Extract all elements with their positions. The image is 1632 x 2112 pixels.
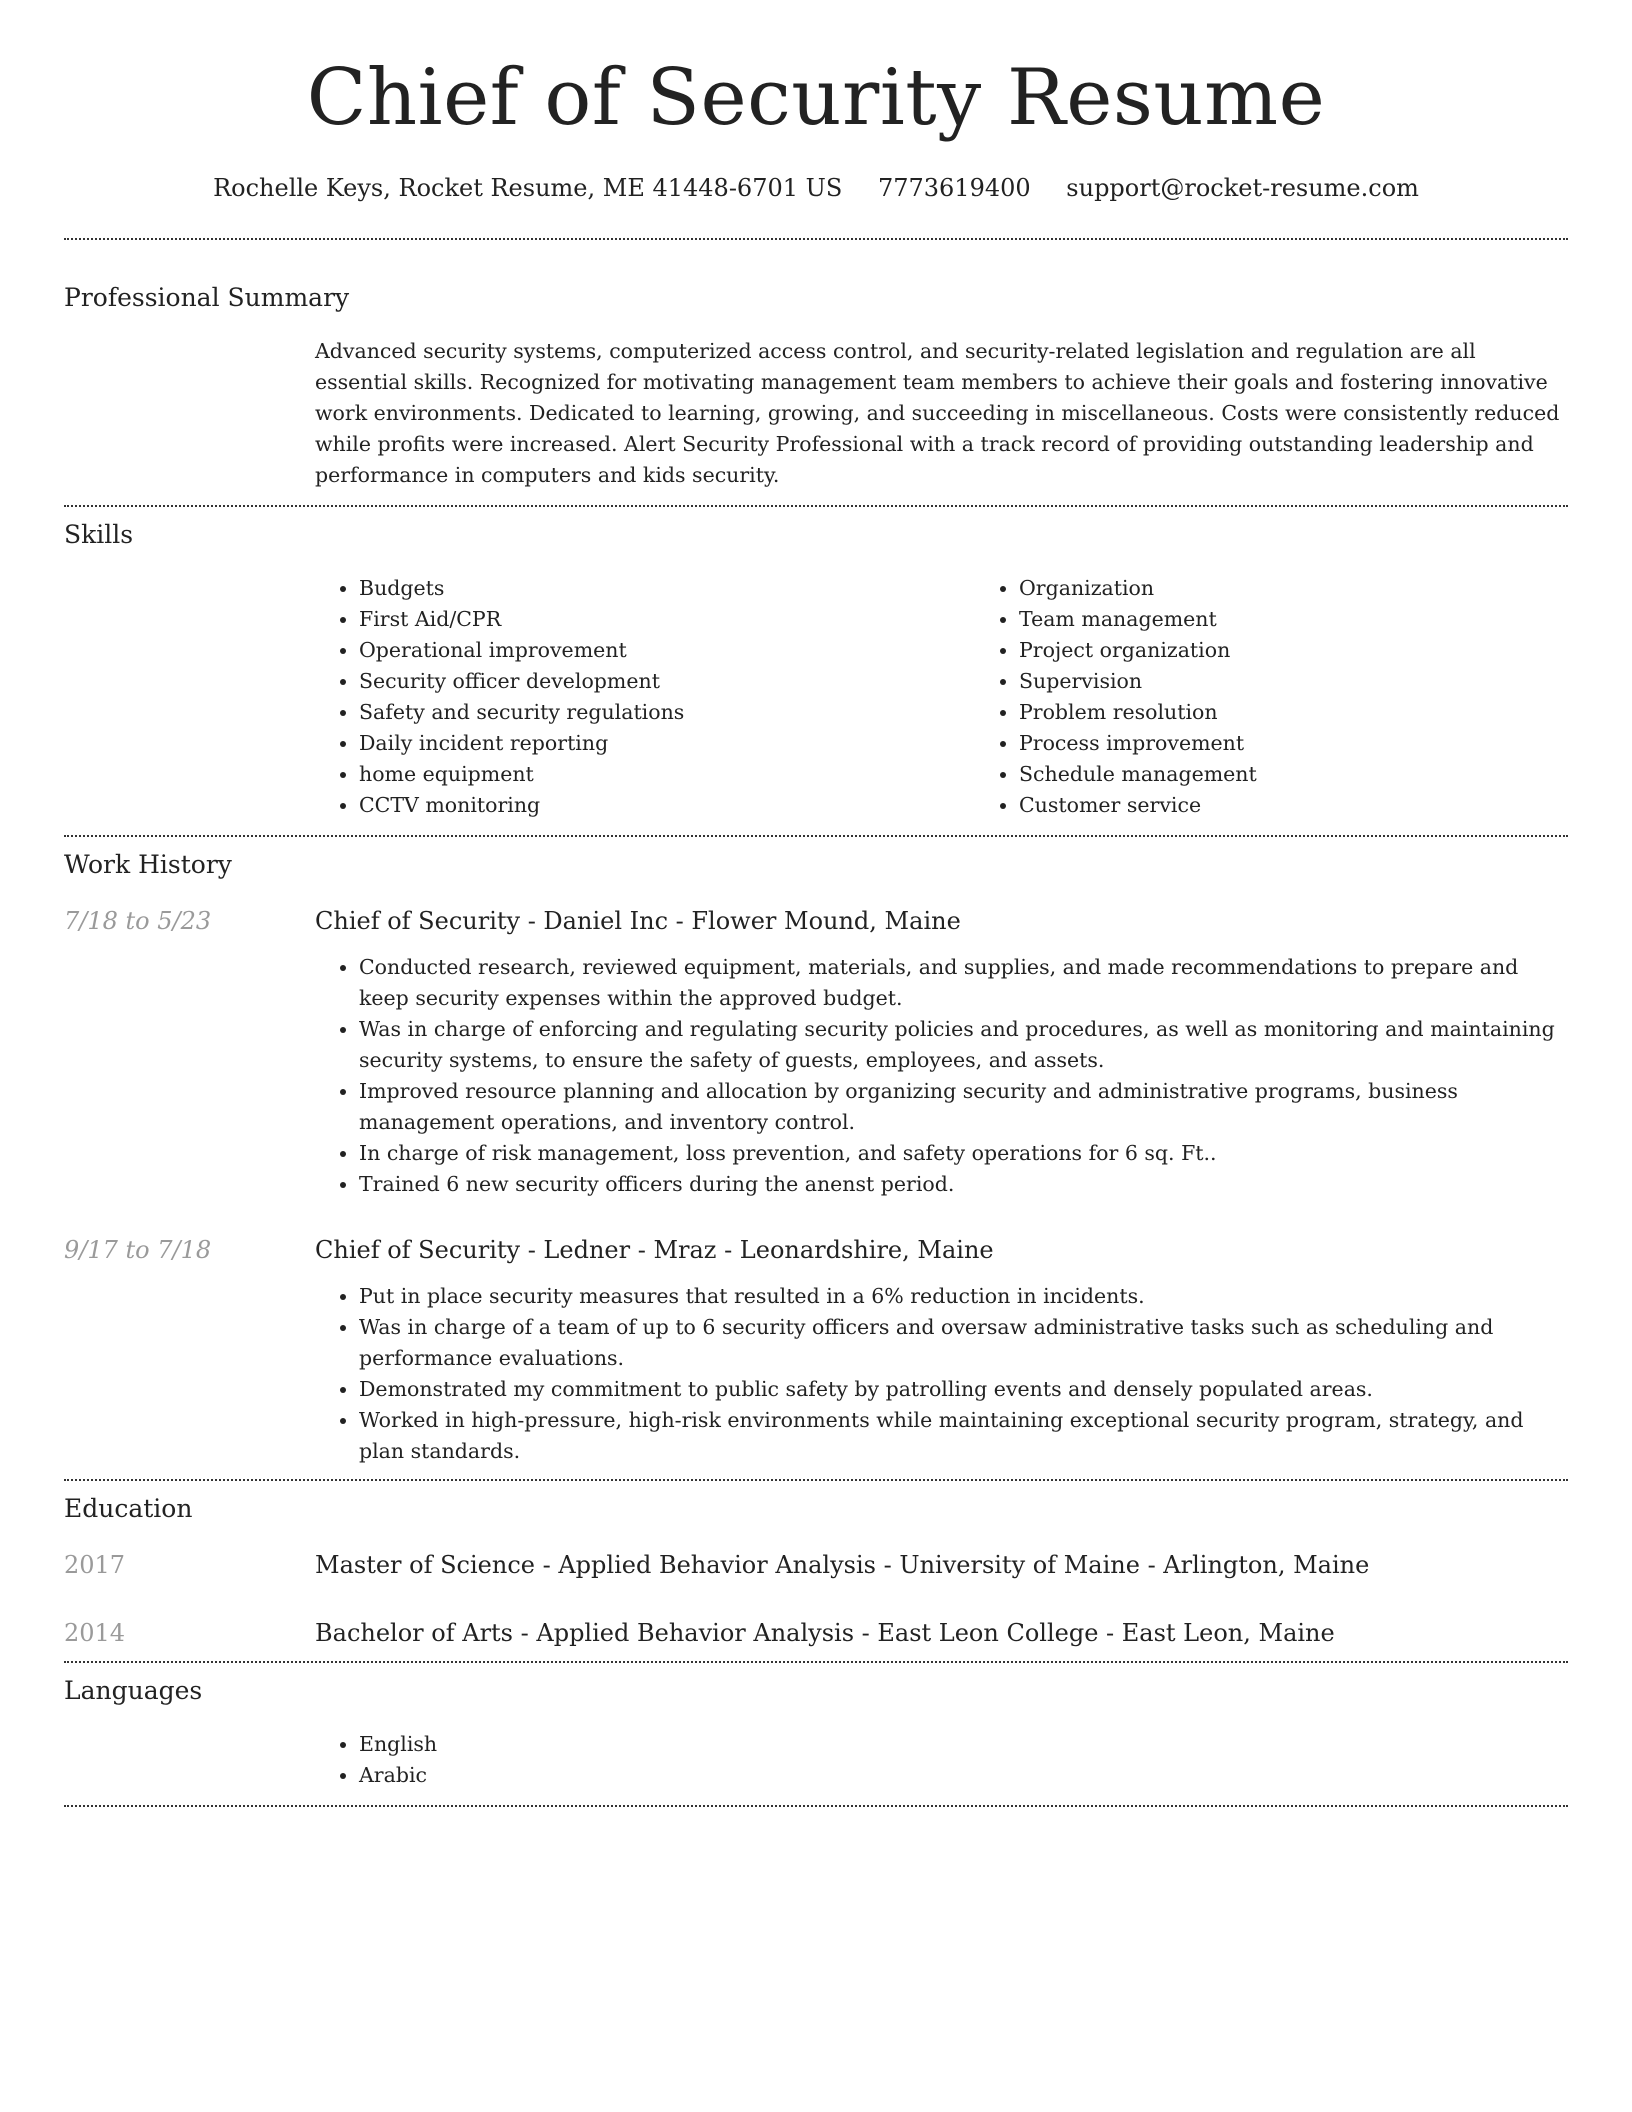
page-title: Chief of Security Resume: [306, 53, 1326, 143]
education-year: 2014: [64, 1619, 126, 1647]
section-skills: [64, 507, 1568, 821]
section-languages: [64, 1663, 1568, 1791]
contact-phone: 7773619400: [877, 174, 1031, 202]
skill-item: • Project organization: [1019, 635, 1632, 666]
language-item: • Arabic: [359, 1760, 1568, 1791]
skills-list-left: [315, 573, 975, 821]
right-column: [315, 336, 1568, 491]
job-header: [64, 905, 1568, 937]
section-professional-summary: [64, 240, 1568, 491]
job-bullet: • Was in charge of a team of up to 6 security officers and oversaw administrative tasks such as scheduling and performance evaluations.: [359, 1312, 1568, 1374]
skill-item: • Customer service: [1019, 790, 1632, 821]
skill-item: • Safety and security regulations: [359, 697, 975, 728]
section-heading: Education: [64, 1494, 193, 1523]
job-bullets: [315, 952, 1568, 1200]
contact-email: support@rocket-resume.com: [1066, 174, 1419, 202]
section-heading: Work History: [64, 850, 232, 879]
skill-item: • Team management: [1019, 604, 1632, 635]
job-bullet: • Improved resource planning and allocation by organizing security and administrative programs, business management operations, and inventory control.: [359, 1076, 1568, 1138]
job-bullet: • Was in charge of enforcing and regulating security policies and procedures, as well as monitoring and maintaining security systems, to ensure the safety of guests, employees, and assets.: [359, 1014, 1568, 1076]
skill-item: • Supervision: [1019, 666, 1632, 697]
education-degree: Master of Science - Applied Behavior Analysis - University of Maine - Arlington, Maine: [315, 1551, 1370, 1579]
skill-item: • Problem resolution: [1019, 697, 1632, 728]
job-entry: [64, 1234, 1568, 1467]
education-entry: [64, 1549, 1568, 1581]
section-education: [64, 1481, 1568, 1649]
skill-item: • First Aid/CPR: [359, 604, 975, 635]
skills-grid: [315, 573, 1632, 821]
contact-line: [64, 172, 1568, 204]
section-heading: Skills: [64, 520, 134, 549]
education-year: 2017: [64, 1551, 126, 1579]
education-degree: Bachelor of Arts - Applied Behavior Analysis - East Leon College - East Leon, Maine: [315, 1619, 1335, 1647]
job-bullet: • Worked in high-pressure, high-risk environments while maintaining exceptional security program, strategy, and plan standards.: [359, 1405, 1568, 1467]
skills-row: [64, 573, 1568, 821]
job-details: [64, 937, 1568, 1200]
job-bullet: • In charge of risk management, loss prevention, and safety operations for 6 sq. Ft..: [359, 1138, 1568, 1169]
skill-item: • Daily incident reporting: [359, 728, 975, 759]
job-entry: [64, 905, 1568, 1200]
skill-item: • Operational improvement: [359, 635, 975, 666]
skills-list-right: [975, 573, 1632, 821]
job-details: [64, 1266, 1568, 1467]
left-column: [64, 336, 315, 491]
job-bullet: • Put in place security measures that resulted in a 6% reduction in incidents.: [359, 1281, 1568, 1312]
section-heading: Professional Summary: [64, 283, 350, 312]
skill-item: • Process improvement: [1019, 728, 1632, 759]
skill-item: • Budgets: [359, 573, 975, 604]
summary-row: [64, 336, 1568, 491]
section-work-history: [64, 837, 1568, 1467]
job-bullet: • Trained 6 new security officers during the anenst period.: [359, 1169, 1568, 1200]
skill-item: • Schedule management: [1019, 759, 1632, 790]
skill-item: • home equipment: [359, 759, 975, 790]
right-column: [315, 1266, 1568, 1467]
left-column: [64, 1729, 315, 1791]
job-dates: 7/18 to 5/23: [64, 907, 212, 935]
left-column: [64, 573, 315, 821]
job-bullet: • Demonstrated my commitment to public safety by patrolling events and densely populated areas.: [359, 1374, 1568, 1405]
job-dates: 9/17 to 7/18: [64, 1236, 212, 1264]
contact-address: Rochelle Keys, Rocket Resume, ME 41448-6701 US: [213, 174, 843, 202]
section-heading: Languages: [64, 1676, 203, 1705]
job-bullets: [315, 1281, 1568, 1467]
job-bullet: • Conducted research, reviewed equipment, materials, and supplies, and made recommendations to prepare and keep security expenses within the approved budget.: [359, 952, 1568, 1014]
divider: [64, 1805, 1568, 1807]
job-title: Chief of Security - Daniel Inc - Flower Mound, Maine: [315, 907, 961, 935]
right-column: [315, 937, 1568, 1200]
languages-list: [315, 1729, 1568, 1791]
left-column: [64, 1266, 315, 1467]
skill-item: • Security officer development: [359, 666, 975, 697]
right-column: [315, 1729, 1568, 1791]
left-column: [64, 937, 315, 1200]
summary-text: Advanced security systems, computerized access control, and security-related legislation and regulation are all essential skills. Recognized for motivating management team members to achieve their goals and fostering innovative work environments. Dedicated to learning, growing, and succeeding in miscellaneous. Costs were consistently reduced while profits were increased. Alert Security Professional with a track record of providing outstanding leadership and performance in computers and kids security.: [315, 339, 1560, 487]
education-entry: [64, 1617, 1568, 1649]
language-item: • English: [359, 1729, 1568, 1760]
job-title: Chief of Security - Ledner - Mraz - Leonardshire, Maine: [315, 1236, 994, 1264]
languages-row: [64, 1729, 1568, 1791]
skill-item: • CCTV monitoring: [359, 790, 975, 821]
skill-item: • Organization: [1019, 573, 1632, 604]
job-header: [64, 1234, 1568, 1266]
